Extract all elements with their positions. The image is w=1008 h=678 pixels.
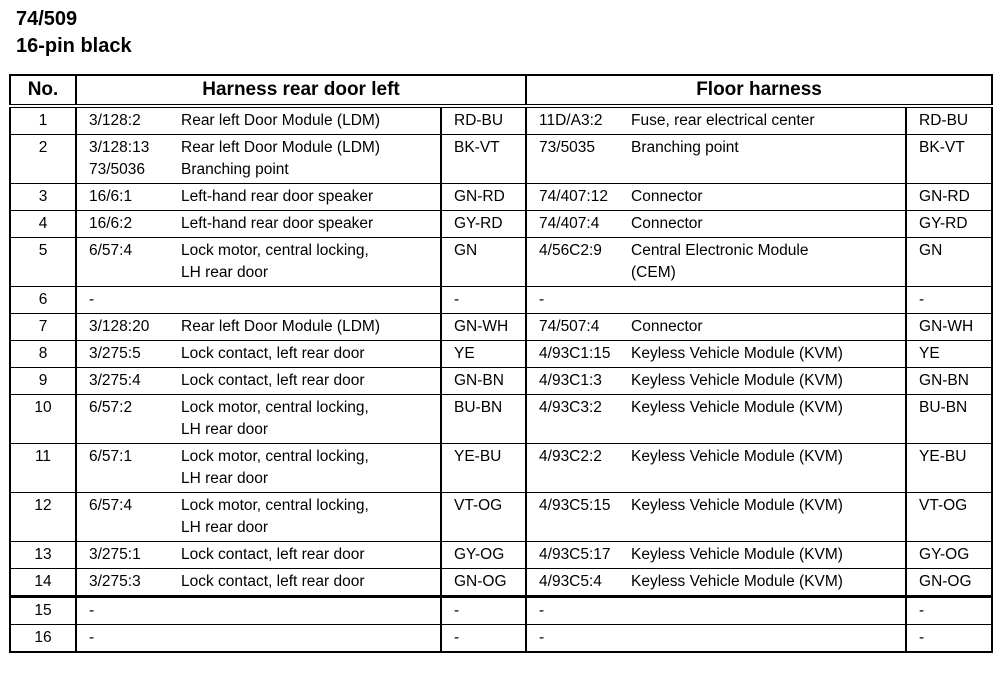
left-description: Lock contact, left rear door xyxy=(181,341,441,368)
left-description: Rear left Door Module (LDM) Branching point xyxy=(181,135,441,184)
header-harness-rear-door-left: Harness rear door left xyxy=(76,75,526,106)
right-description: Central Electronic Module (CEM) xyxy=(631,238,906,287)
right-connector: 73/5035 xyxy=(526,135,631,184)
left-connector: 3/128:13 73/5036 xyxy=(76,135,181,184)
left-connector: - xyxy=(76,287,181,314)
pin-number: 12 xyxy=(10,493,76,542)
left-connector: 3/275:3 xyxy=(76,569,181,597)
right-connector: - xyxy=(526,597,631,625)
right-wire-color: GN xyxy=(906,238,992,287)
right-description xyxy=(631,625,906,653)
pin-number: 1 xyxy=(10,106,76,135)
left-wire-color: GN-BN xyxy=(441,368,526,395)
pinout-table xyxy=(9,74,993,653)
left-connector: - xyxy=(76,625,181,653)
left-wire-color: BU-BN xyxy=(441,395,526,444)
left-description: Rear left Door Module (LDM) xyxy=(181,106,441,135)
right-wire-color: GN-BN xyxy=(906,368,992,395)
right-connector: 4/93C2:2 xyxy=(526,444,631,493)
right-description: Keyless Vehicle Module (KVM) xyxy=(631,341,906,368)
right-connector: 4/93C1:3 xyxy=(526,368,631,395)
right-connector: 4/93C5:15 xyxy=(526,493,631,542)
right-description xyxy=(631,287,906,314)
right-wire-color: BK-VT xyxy=(906,135,992,184)
left-connector: 6/57:1 xyxy=(76,444,181,493)
right-wire-color: - xyxy=(906,597,992,625)
table-row xyxy=(10,106,992,135)
left-description: Lock contact, left rear door xyxy=(181,569,441,597)
pin-number: 13 xyxy=(10,542,76,569)
right-wire-color: YE xyxy=(906,341,992,368)
left-connector: 3/128:20 xyxy=(76,314,181,341)
right-wire-color: GY-RD xyxy=(906,211,992,238)
right-connector: 4/56C2:9 xyxy=(526,238,631,287)
pin-number: 3 xyxy=(10,184,76,211)
right-description: Branching point xyxy=(631,135,906,184)
left-connector: 16/6:1 xyxy=(76,184,181,211)
right-description: Keyless Vehicle Module (KVM) xyxy=(631,444,906,493)
left-wire-color: VT-OG xyxy=(441,493,526,542)
right-connector: - xyxy=(526,287,631,314)
right-connector: 74/407:4 xyxy=(526,211,631,238)
left-wire-color: YE xyxy=(441,341,526,368)
right-description: Connector xyxy=(631,184,906,211)
right-connector: 4/93C5:17 xyxy=(526,542,631,569)
left-connector: 16/6:2 xyxy=(76,211,181,238)
pin-number: 14 xyxy=(10,569,76,597)
right-description: Keyless Vehicle Module (KVM) xyxy=(631,395,906,444)
left-description xyxy=(181,287,441,314)
pin-number: 8 xyxy=(10,341,76,368)
table-row xyxy=(10,395,992,444)
header-no: No. xyxy=(10,75,76,106)
table-row xyxy=(10,238,992,287)
table-row xyxy=(10,135,992,184)
table-row xyxy=(10,569,992,597)
right-connector: 4/93C5:4 xyxy=(526,569,631,597)
left-connector: 6/57:4 xyxy=(76,238,181,287)
right-connector: 74/507:4 xyxy=(526,314,631,341)
pin-number: 6 xyxy=(10,287,76,314)
left-wire-color: - xyxy=(441,287,526,314)
right-wire-color: - xyxy=(906,287,992,314)
left-description: Left-hand rear door speaker xyxy=(181,184,441,211)
right-wire-color: - xyxy=(906,625,992,653)
left-connector: 6/57:4 xyxy=(76,493,181,542)
table-row xyxy=(10,542,992,569)
pin-number: 15 xyxy=(10,597,76,625)
left-wire-color: BK-VT xyxy=(441,135,526,184)
table-row xyxy=(10,314,992,341)
left-description: Lock motor, central locking, LH rear door xyxy=(181,395,441,444)
left-connector: 6/57:2 xyxy=(76,395,181,444)
table-row xyxy=(10,493,992,542)
left-wire-color: GY-OG xyxy=(441,542,526,569)
left-wire-color: GN-WH xyxy=(441,314,526,341)
right-wire-color: BU-BN xyxy=(906,395,992,444)
table-row xyxy=(10,444,992,493)
left-description xyxy=(181,597,441,625)
table-row xyxy=(10,287,992,314)
table-row xyxy=(10,625,992,653)
right-connector: 4/93C3:2 xyxy=(526,395,631,444)
left-description: Lock motor, central locking, LH rear door xyxy=(181,493,441,542)
pin-number: 9 xyxy=(10,368,76,395)
right-description: Keyless Vehicle Module (KVM) xyxy=(631,493,906,542)
left-wire-color: - xyxy=(441,597,526,625)
left-description xyxy=(181,625,441,653)
pin-number: 5 xyxy=(10,238,76,287)
right-description: Keyless Vehicle Module (KVM) xyxy=(631,542,906,569)
right-wire-color: GY-OG xyxy=(906,542,992,569)
left-description: Lock contact, left rear door xyxy=(181,542,441,569)
connector-id: 74/509 xyxy=(16,8,78,30)
right-wire-color: RD-BU xyxy=(906,106,992,135)
right-description: Fuse, rear electrical center xyxy=(631,106,906,135)
left-description: Lock motor, central locking, LH rear door xyxy=(181,444,441,493)
left-wire-color: GN xyxy=(441,238,526,287)
pin-number: 2 xyxy=(10,135,76,184)
right-description: Connector xyxy=(631,314,906,341)
right-wire-color: YE-BU xyxy=(906,444,992,493)
right-connector: 11D/A3:2 xyxy=(526,106,631,135)
left-connector: - xyxy=(76,597,181,625)
right-description: Keyless Vehicle Module (KVM) xyxy=(631,569,906,597)
right-wire-color: VT-OG xyxy=(906,493,992,542)
left-wire-color: GY-RD xyxy=(441,211,526,238)
right-connector: - xyxy=(526,625,631,653)
left-connector: 3/128:2 xyxy=(76,106,181,135)
left-wire-color: - xyxy=(441,625,526,653)
left-description: Lock motor, central locking, LH rear door xyxy=(181,238,441,287)
right-connector: 4/93C1:15 xyxy=(526,341,631,368)
right-description xyxy=(631,597,906,625)
table-row xyxy=(10,184,992,211)
pin-number: 10 xyxy=(10,395,76,444)
right-wire-color: GN-RD xyxy=(906,184,992,211)
left-connector: 3/275:1 xyxy=(76,542,181,569)
pin-number: 16 xyxy=(10,625,76,653)
left-description: Rear left Door Module (LDM) xyxy=(181,314,441,341)
left-description: Lock contact, left rear door xyxy=(181,368,441,395)
left-connector: 3/275:4 xyxy=(76,368,181,395)
left-wire-color: YE-BU xyxy=(441,444,526,493)
table-row xyxy=(10,368,992,395)
header-row xyxy=(10,75,992,106)
header-floor-harness: Floor harness xyxy=(526,75,992,106)
left-connector: 3/275:5 xyxy=(76,341,181,368)
right-wire-color: GN-OG xyxy=(906,569,992,597)
connector-description: 16-pin black xyxy=(16,35,132,57)
right-description: Keyless Vehicle Module (KVM) xyxy=(631,368,906,395)
table-row xyxy=(10,341,992,368)
left-wire-color: GN-OG xyxy=(441,569,526,597)
left-description: Left-hand rear door speaker xyxy=(181,211,441,238)
right-connector: 74/407:12 xyxy=(526,184,631,211)
pin-number: 11 xyxy=(10,444,76,493)
table-row xyxy=(10,211,992,238)
pin-number: 4 xyxy=(10,211,76,238)
left-wire-color: GN-RD xyxy=(441,184,526,211)
right-wire-color: GN-WH xyxy=(906,314,992,341)
table-row xyxy=(10,597,992,625)
right-description: Connector xyxy=(631,211,906,238)
pin-number: 7 xyxy=(10,314,76,341)
left-wire-color: RD-BU xyxy=(441,106,526,135)
